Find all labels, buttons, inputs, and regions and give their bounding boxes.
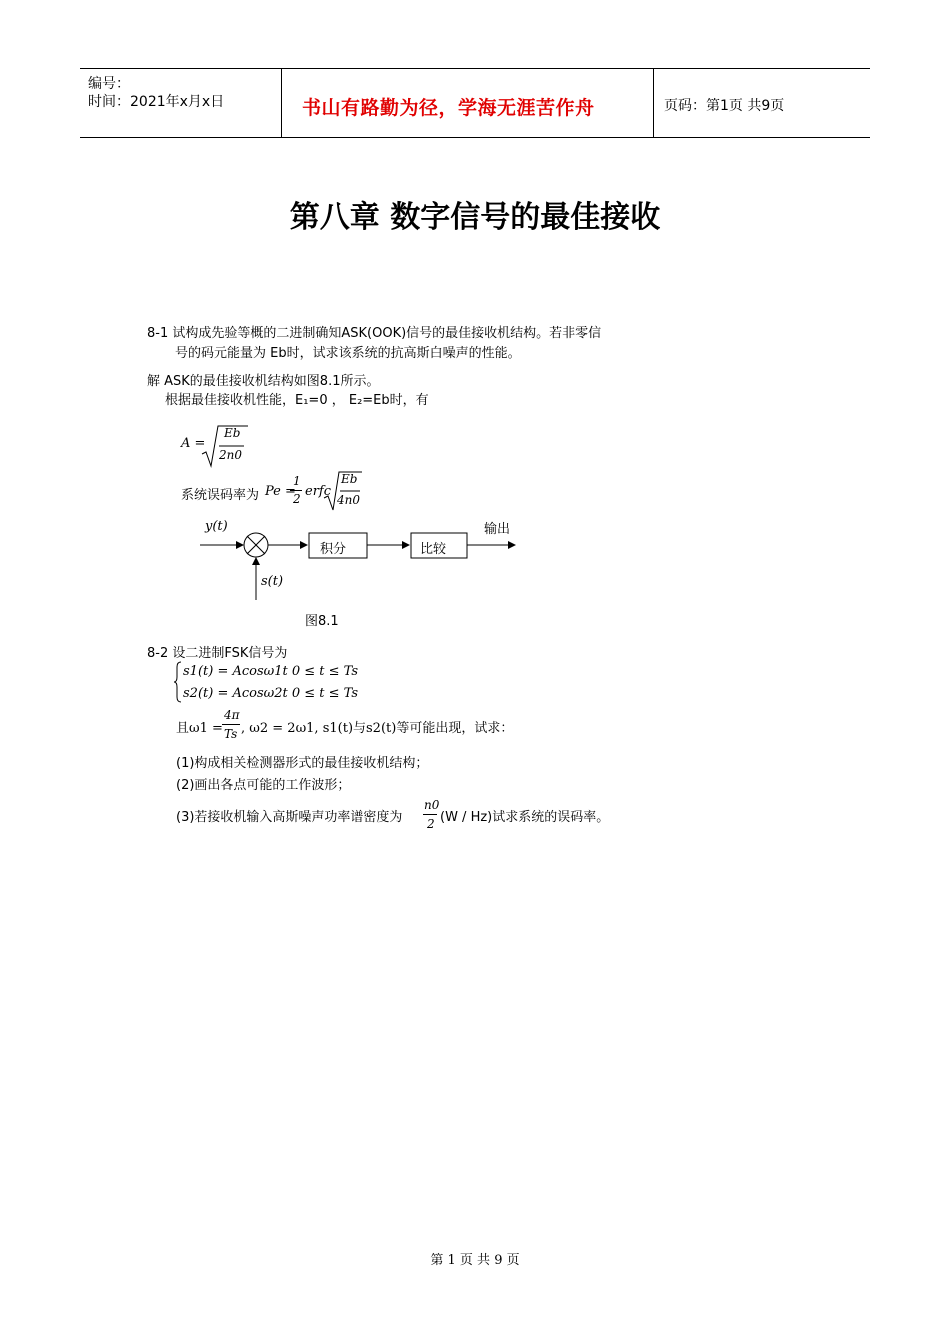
header-meta-cell (80, 69, 282, 137)
formula-a-num: Eb (224, 426, 241, 440)
problem1-line2: 号的码元能量为 Eb时，试求该系统的抗高斯白噪声的性能。 (175, 346, 521, 361)
q3-num: n0 (424, 798, 440, 812)
header-motto-cell (282, 69, 654, 137)
pe-frac-num: 1 (293, 474, 301, 488)
brace (173, 661, 183, 703)
pe-frac-den: 2 (293, 492, 301, 506)
problem1-line1: 8-1 试构成先验等概的二进制确知ASK(OOK)信号的最佳接收机结构。若非零信 (147, 326, 602, 341)
q3-den: 2 (427, 817, 435, 831)
cond-prefix: 且ω1 = (176, 721, 223, 736)
cond-num: 4π (224, 708, 240, 722)
pe-func: erfc (305, 484, 331, 499)
formula-a-lhs: A = (181, 436, 206, 451)
cond-frac-bar (222, 724, 240, 725)
pe-frac-bar (290, 490, 302, 491)
question3-prefix: (3)若接收机输入高斯噪声功率谱密度为 (176, 810, 403, 825)
problem2-line1: 8-2 设二进制FSK信号为 (147, 646, 288, 661)
ref-label: s(t) (261, 574, 284, 589)
code-label: 编号： (88, 76, 130, 92)
chapter-title: 第八章 数字信号的最佳接收 (289, 200, 661, 235)
solution1-line2: 根据最佳接收机性能，E₁=0 ， E₂=Eb时，有 (165, 393, 429, 408)
motto-text: 书山有路勤为径，学海无涯苦作舟 (302, 97, 595, 119)
input-label: y(t) (205, 519, 228, 534)
cond-rest: , ω2 = 2ω1, s1(t)与s2(t)等可能出现，试求： (241, 721, 514, 736)
header-page-cell (654, 69, 870, 137)
question1: (1)构成相关检测器形式的最佳接收机结构； (176, 756, 429, 771)
question2: (2)画出各点可能的工作波形； (176, 778, 351, 793)
block2-label: 比较 (420, 542, 447, 557)
pe-sqrt-den: 4n0 (337, 493, 360, 507)
pe-lhs: Pe = (265, 484, 296, 499)
figure-caption: 图8.1 (305, 614, 339, 629)
output-label: 输出 (484, 522, 511, 537)
cond-den: Ts (224, 727, 238, 741)
header-table (80, 68, 870, 138)
question3-suffix: (W / Hz)试求系统的误码率。 (440, 810, 610, 825)
q3-frac-bar (423, 814, 437, 815)
block1-label: 积分 (320, 542, 347, 557)
formula-a-den: 2n0 (219, 448, 242, 462)
pe-sqrt-num: Eb (341, 472, 358, 486)
solution1-line1: 解 ASK的最佳接收机结构如图8.1所示。 (147, 374, 380, 389)
fsk-eq2: s2(t) = Acosω2t 0 ≤ t ≤ Ts (183, 686, 359, 701)
block-diagram (195, 515, 525, 610)
time-label: 时间：2021年x月x日 (88, 94, 225, 110)
fsk-eq1: s1(t) = Acosω1t 0 ≤ t ≤ Ts (183, 664, 359, 679)
page-info: 页码：第1页 共9页 (664, 98, 785, 114)
page-footer: 第 1 页 共 9 页 (430, 1253, 520, 1268)
error-rate-label: 系统误码率为 (181, 488, 260, 503)
